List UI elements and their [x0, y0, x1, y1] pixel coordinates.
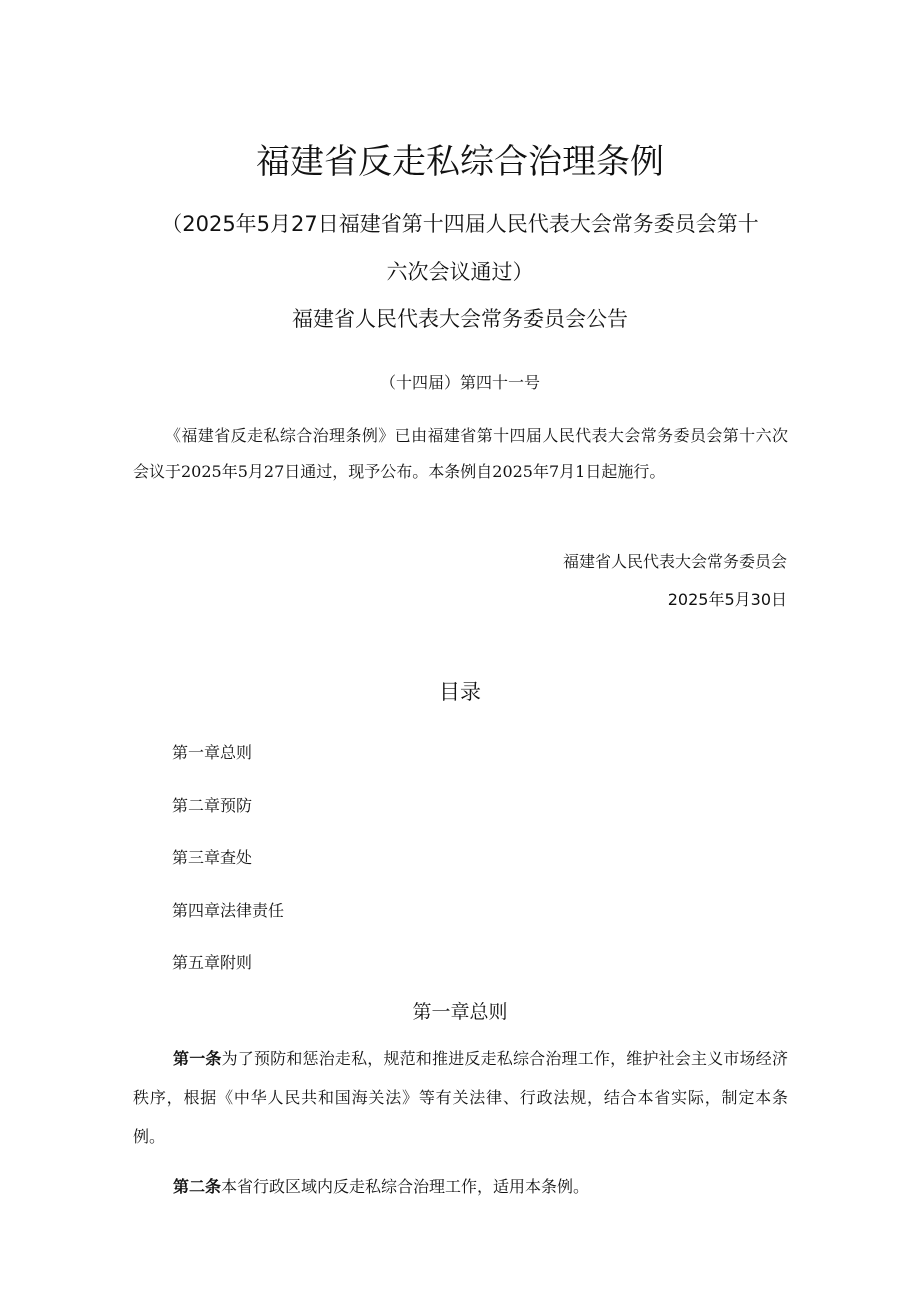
article-label: 第一条	[173, 1049, 222, 1068]
toc-item: 第一章总则	[172, 743, 253, 762]
article-2	[133, 1167, 788, 1206]
document-title: 福建省反走私综合治理条例	[256, 142, 664, 182]
toc-item: 第二章预防	[172, 795, 253, 815]
toc-item: 第五章附则	[172, 953, 253, 972]
chapter-heading: 第一章总则	[412, 1001, 508, 1023]
toc-item: 第四章法律责任	[172, 900, 285, 920]
sign-date: 2025年5月30日	[667, 590, 787, 609]
toc-title: 目录	[439, 680, 481, 704]
article-text: 为了预防和惩治走私，规范和推进反走私综合治理工作，维护社会主义市场经济秩序，根据《中华人民共和国海关法》等有关法律、行政法规，结合本省实际，制定本条例。	[133, 1049, 788, 1146]
announcement-body: 《福建省反走私综合治理条例》已由福建省第十四届人民代表大会常务委员会第十六次会议于2025年5月27日通过，现予公布。本条例自2025年7月1日起施行。	[133, 426, 788, 481]
article-1	[133, 1039, 788, 1156]
signer-name: 福建省人民代表大会常务委员会	[562, 552, 787, 571]
announcement-heading: 福建省人民代表大会常务委员会公告	[292, 307, 628, 331]
serial-number: （十四届）第四十一号	[379, 373, 540, 392]
document-subtitle: （2025年5月27日福建省第十四届人民代表大会常务委员会第十六次会议通过）	[161, 212, 759, 284]
toc-item: 第三章查处	[172, 848, 253, 867]
article-label: 第二条	[173, 1177, 222, 1196]
toc-list	[172, 738, 284, 1001]
article-text: 本省行政区域内反走私综合治理工作，适用本条例。	[221, 1177, 590, 1196]
